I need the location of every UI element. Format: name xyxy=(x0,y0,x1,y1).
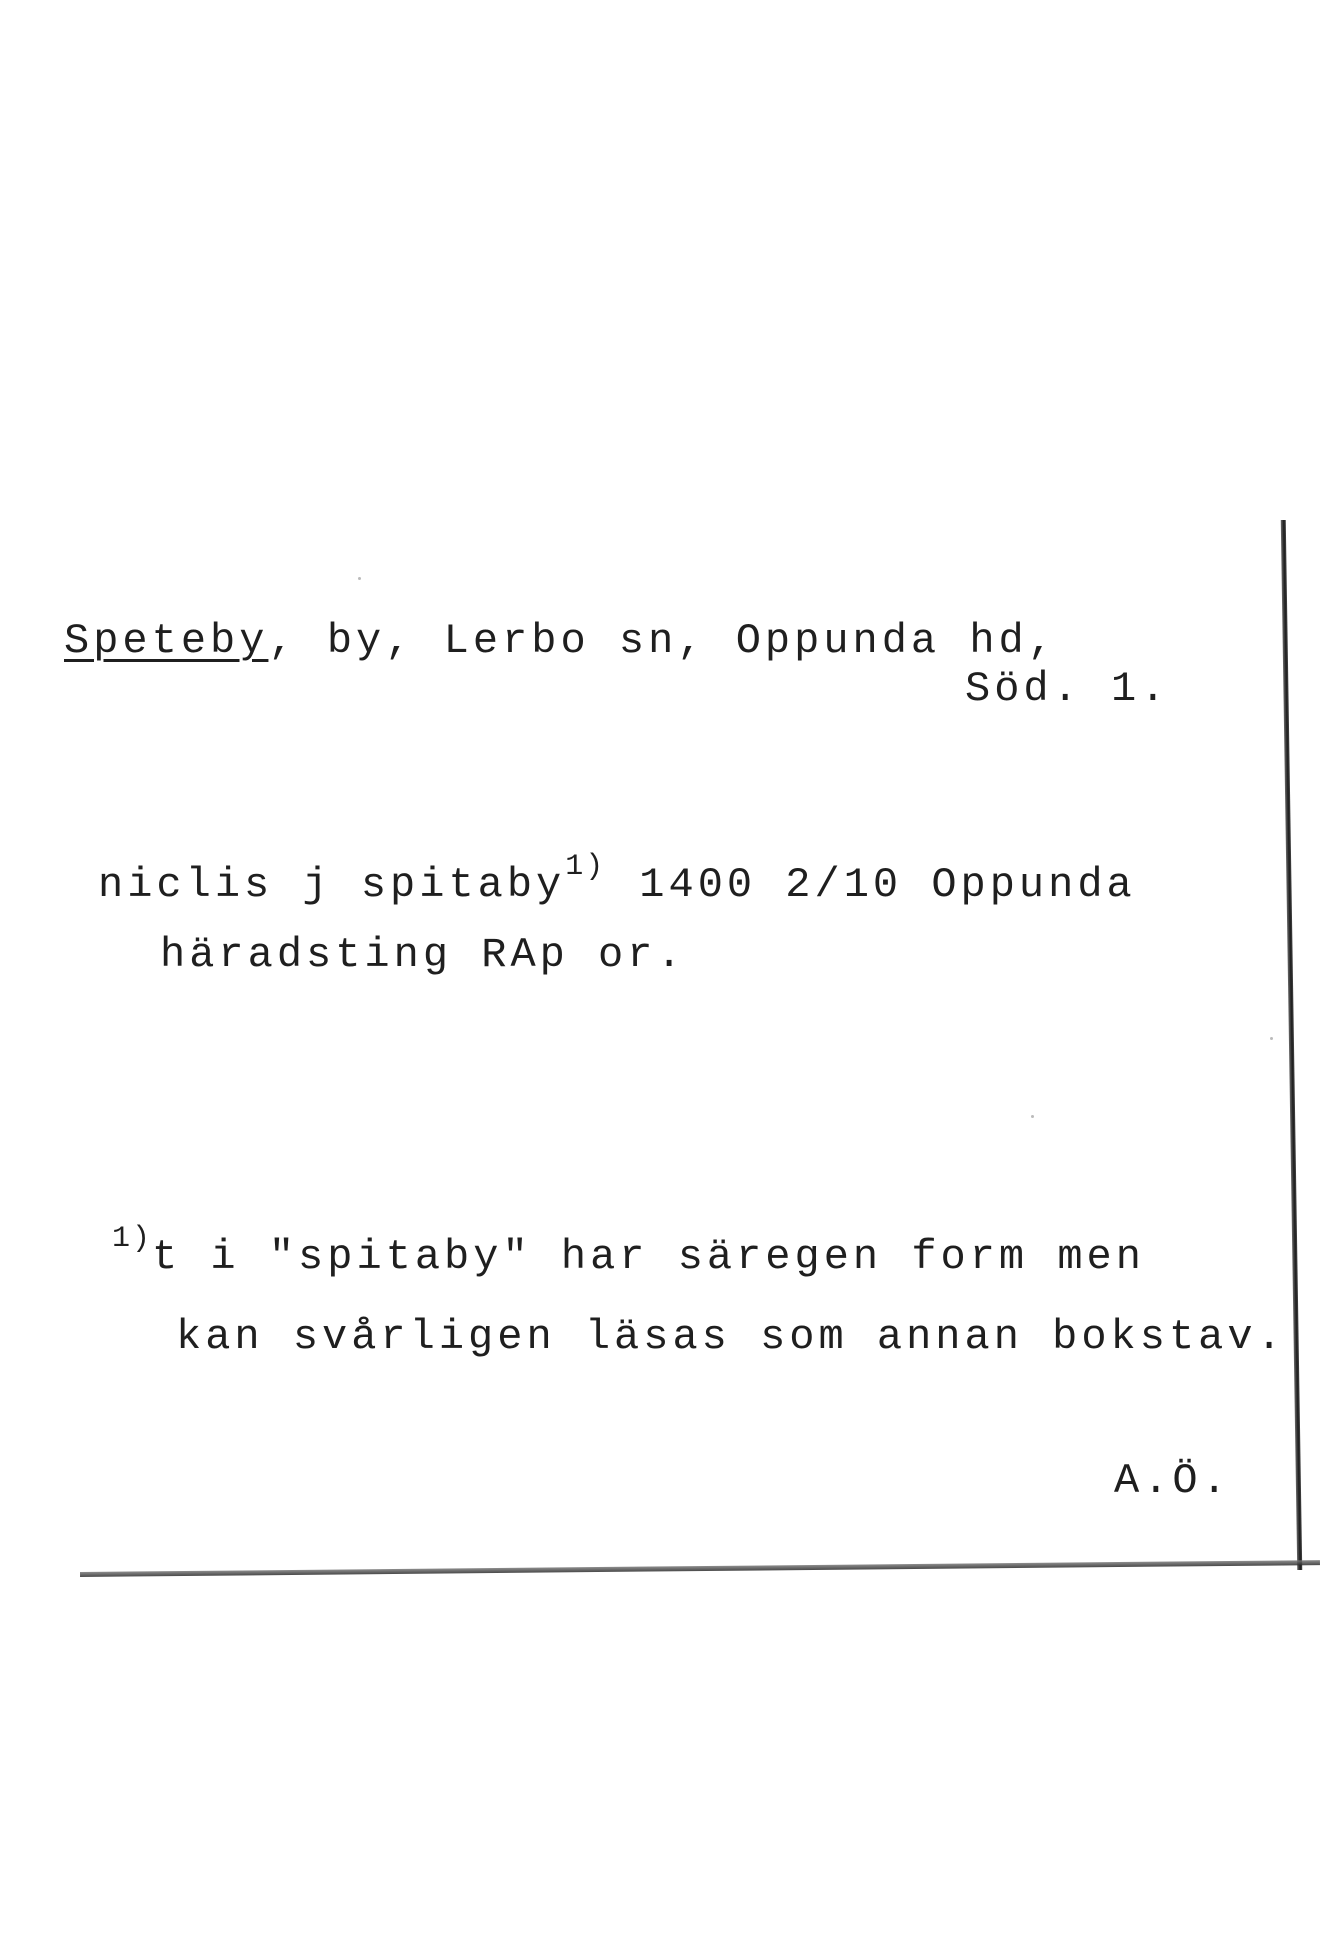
note-reference: 1) xyxy=(565,850,606,884)
record-line-1 xyxy=(98,850,1136,909)
paper-speck xyxy=(1270,1037,1273,1040)
record-date-place: 1400 2/10 Oppunda xyxy=(639,861,1136,909)
card-bottom-edge xyxy=(80,1560,1320,1577)
record-text: niclis j spitaby xyxy=(98,861,566,909)
footnote-text-1: t i "spitaby" har säregen form men xyxy=(152,1233,1145,1281)
heading-rest: , by, Lerbo sn, Oppunda hd, xyxy=(268,617,1057,665)
paper-speck xyxy=(358,577,361,580)
region-code: Söd. 1. xyxy=(965,665,1170,713)
footnote-line-1 xyxy=(112,1222,1145,1281)
paper-speck xyxy=(1031,1115,1034,1118)
card-right-edge xyxy=(1281,520,1302,1570)
footnote-line-2: kan svårligen läsas som annan bokstav. xyxy=(176,1313,1286,1361)
record-line-2: häradsting RAp or. xyxy=(160,931,686,979)
signature: A.Ö. xyxy=(1114,1457,1231,1505)
heading-line xyxy=(64,617,1057,665)
footnote-marker: 1) xyxy=(112,1222,153,1256)
place-name: Speteby xyxy=(64,617,269,665)
